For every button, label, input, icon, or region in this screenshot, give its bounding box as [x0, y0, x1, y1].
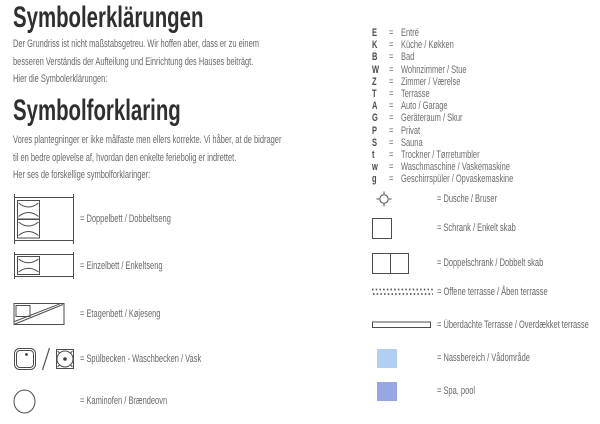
covered-terrace-icon — [372, 321, 437, 329]
code-label: Sauna — [401, 136, 423, 149]
code-letter: g — [372, 173, 377, 186]
rounded-sink-icon — [13, 346, 37, 372]
double-bed-icon — [13, 194, 80, 244]
legend-row-spa-pool — [372, 381, 493, 401]
legend-label: = Dusche / Bruser — [437, 193, 498, 205]
code-letter: W — [372, 63, 380, 76]
legend-row-double-bed — [13, 194, 214, 244]
intro-danish — [13, 130, 408, 186]
wood-stove-icon — [13, 389, 80, 414]
legend-row-double-cabinet — [372, 252, 593, 274]
intro-german-line: Der Grundriss ist nicht maßstabsgetreu. Wir hoffen aber, dass er zu einem — [13, 38, 259, 50]
code-label: Küche / Køkken — [401, 39, 454, 52]
room-code-row — [372, 125, 592, 137]
legend-row-shower — [372, 186, 525, 212]
code-label: Waschmaschine / Vaskemaskine — [401, 161, 510, 174]
page-title-german: Symbolerklärungen — [13, 1, 204, 34]
legend-row-single-cabinet — [372, 217, 553, 239]
legend-row-open-terrace — [372, 283, 600, 301]
room-code-row — [372, 51, 592, 63]
legend-row-single-bed — [13, 252, 201, 279]
legend-label: = Überdachte Terrasse / Overdækket terrasse — [437, 319, 589, 331]
equals-sign: = — [389, 87, 394, 100]
double-cabinet-icon — [372, 253, 437, 274]
legend-row-wet-area — [372, 348, 574, 368]
legend-label: = Nassbereich / Vådområde — [437, 352, 530, 364]
code-letter: S — [372, 136, 377, 149]
legend-label: = Spülbecken - Waschbecken / Vask — [80, 352, 202, 365]
equals-sign: = — [389, 173, 394, 186]
page-title-danish: Symbolforklaring — [13, 94, 181, 127]
equals-sign: = — [389, 136, 394, 149]
legend-label: = Spa, pool — [437, 385, 476, 397]
room-code-row — [372, 112, 592, 124]
code-label: Geräteraum / Skur — [401, 112, 463, 125]
equals-sign: = — [389, 148, 394, 161]
code-label: Privat — [401, 124, 421, 137]
room-code-row — [372, 173, 592, 185]
round-basin-icon — [55, 346, 75, 372]
open-terrace-icon — [372, 287, 437, 297]
legend-label: = Etagenbett / Køjeseng — [80, 308, 161, 320]
room-code-row — [372, 149, 592, 161]
equals-sign: = — [389, 51, 394, 64]
room-code-row — [372, 27, 592, 39]
equals-sign: = — [389, 124, 394, 137]
room-code-row — [372, 76, 592, 88]
room-code-row — [372, 161, 592, 173]
intro-german — [13, 34, 378, 87]
legend-label: = Doppelschrank / Dobbelt skab — [437, 257, 544, 269]
code-letter: t — [372, 148, 375, 161]
legend-row-wood-stove — [13, 389, 208, 413]
room-code-row — [372, 137, 592, 149]
legend-row-bunk-bed — [13, 301, 198, 327]
code-letter: P — [372, 124, 377, 137]
slash-separator-icon — [41, 346, 51, 372]
code-letter: G — [372, 112, 378, 125]
legend-row-covered-terrace — [372, 317, 600, 333]
code-letter: B — [372, 51, 378, 64]
intro-german-line: Hier die Symbolerklärungen: — [13, 73, 108, 85]
legend-label: = Einzelbett / Enkeltseng — [80, 259, 163, 272]
equals-sign: = — [389, 112, 394, 125]
spa-pool-swatch — [377, 382, 397, 401]
spa-pool-icon — [372, 382, 437, 401]
bunk-bed-icon — [13, 301, 80, 327]
intro-german-line: besseren Verständis der Aufteilung und Einrichtung des Hauses beiträgt. — [13, 55, 254, 68]
code-label: Entré — [401, 27, 419, 39]
code-label: Geschirrspüler / Opvaskemaskine — [401, 173, 514, 186]
room-code-row — [372, 100, 592, 112]
legend-label: = Doppelbett / Dobbeltseng — [80, 213, 171, 225]
sink-icons — [13, 346, 80, 372]
wet-area-swatch — [377, 349, 397, 368]
code-label: Zimmer / Værelse — [401, 75, 461, 88]
room-code-row — [372, 64, 592, 76]
equals-sign: = — [389, 39, 394, 52]
code-label: Wohnzimmer / Stue — [401, 63, 467, 76]
equals-sign: = — [389, 27, 394, 39]
equals-sign: = — [389, 161, 394, 174]
code-letter: w — [372, 161, 378, 174]
code-label: Trockner / Tørretumbler — [401, 148, 480, 161]
equals-sign: = — [389, 75, 394, 88]
code-letter: K — [372, 39, 378, 52]
code-label: Terrasse — [401, 87, 430, 100]
room-code-list — [372, 27, 592, 185]
shower-icon — [372, 191, 437, 207]
intro-danish-line: til en bedre oplevelse af, hvordan den enkelte feriebolig er indrettet. — [13, 151, 237, 164]
code-label: Auto / Garage — [401, 100, 448, 113]
legend-label: = Kaminofen / Brændeovn — [80, 395, 168, 407]
room-code-row — [372, 39, 592, 51]
code-letter: E — [372, 27, 377, 39]
code-label: Bad — [401, 51, 415, 64]
code-letter: T — [372, 87, 377, 100]
code-letter: A — [372, 100, 378, 113]
room-code-row — [372, 88, 592, 100]
equals-sign: = — [389, 100, 394, 113]
legend-label: = Offene terrasse / Åben terrasse — [437, 286, 548, 298]
single-cabinet-icon — [372, 218, 437, 239]
code-letter: Z — [372, 75, 377, 88]
legend-label: = Schrank / Enkelt skab — [437, 222, 516, 234]
single-bed-icon — [13, 252, 80, 279]
equals-sign: = — [389, 63, 394, 76]
intro-danish-line: Her ses de forskellige symbolforklaringer: — [13, 169, 151, 181]
intro-danish-line: Vores plantegninger er ikke målfaste men ellers korrekte. Vi håber, at de bidrager — [13, 134, 282, 146]
wet-area-icon — [372, 349, 437, 368]
legend-row-sink — [13, 345, 258, 372]
